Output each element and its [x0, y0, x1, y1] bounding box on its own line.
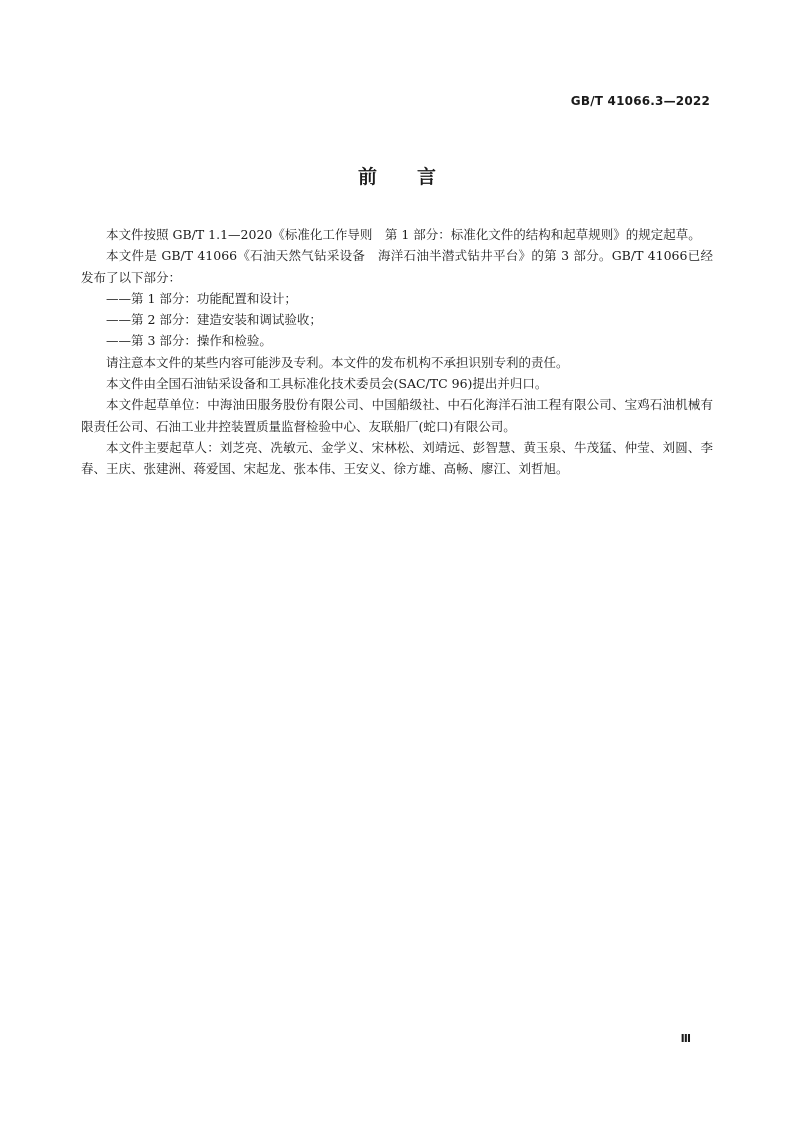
- list-item-part-1: ——第 1 部分：功能配置和设计；: [106, 290, 297, 306]
- paragraph-drafting-units: 本文件起草单位：中海油田服务股份有限公司、中国船级社、中石化海洋石油工程有限公司、宝鸡石油机械有限责任公司、石油工业井控装置质量监督检验中心、友联船厂(蛇口)有限公司。: [81, 397, 713, 434]
- paragraph-drafting-rules: 本文件按照 GB/T 1.1—2020《标准化工作导则 第 1 部分：标准化文件的结构和起草规则》的规定起草。: [106, 227, 701, 242]
- list-item-part-2: ——第 2 部分：建造安装和调试验收；: [106, 312, 322, 328]
- paragraph-patent-notice: 请注意本文件的某些内容可能涉及专利。本文件的发布机构不承担识别专利的责任。: [106, 354, 569, 370]
- page-title: [0, 162, 794, 189]
- paragraph-series-intro: 本文件是 GB/T 41066《石油天然气钻采设备 海洋石油半潜式钻井平台》的第 3 部分。GB/T 41066已经发布了以下部分：: [81, 248, 713, 285]
- list-item-part-3: ——第 3 部分：操作和检验。: [106, 333, 272, 349]
- page-title-char-2: 言: [417, 166, 437, 188]
- foreword-body: [81, 224, 713, 480]
- page-number: Ⅲ: [680, 1032, 691, 1045]
- page-title-char-1: 前: [357, 166, 377, 188]
- paragraph-committee: 本文件由全国石油钻采设备和工具标准化技术委员会(SAC/TC 96)提出并归口。: [106, 376, 548, 392]
- standard-number: GB/T 41066.3—2022: [570, 94, 710, 108]
- paragraph-drafters: 本文件主要起草人：刘芝亮、冼敏元、金学义、宋林松、刘靖远、彭智慧、黄玉泉、牛茂猛、仲莹、刘圆、李春、王庆、张建洲、蒋爱国、宋起龙、张本伟、王安义、徐方雄、高畅、廖江、刘哲旭。: [81, 439, 713, 477]
